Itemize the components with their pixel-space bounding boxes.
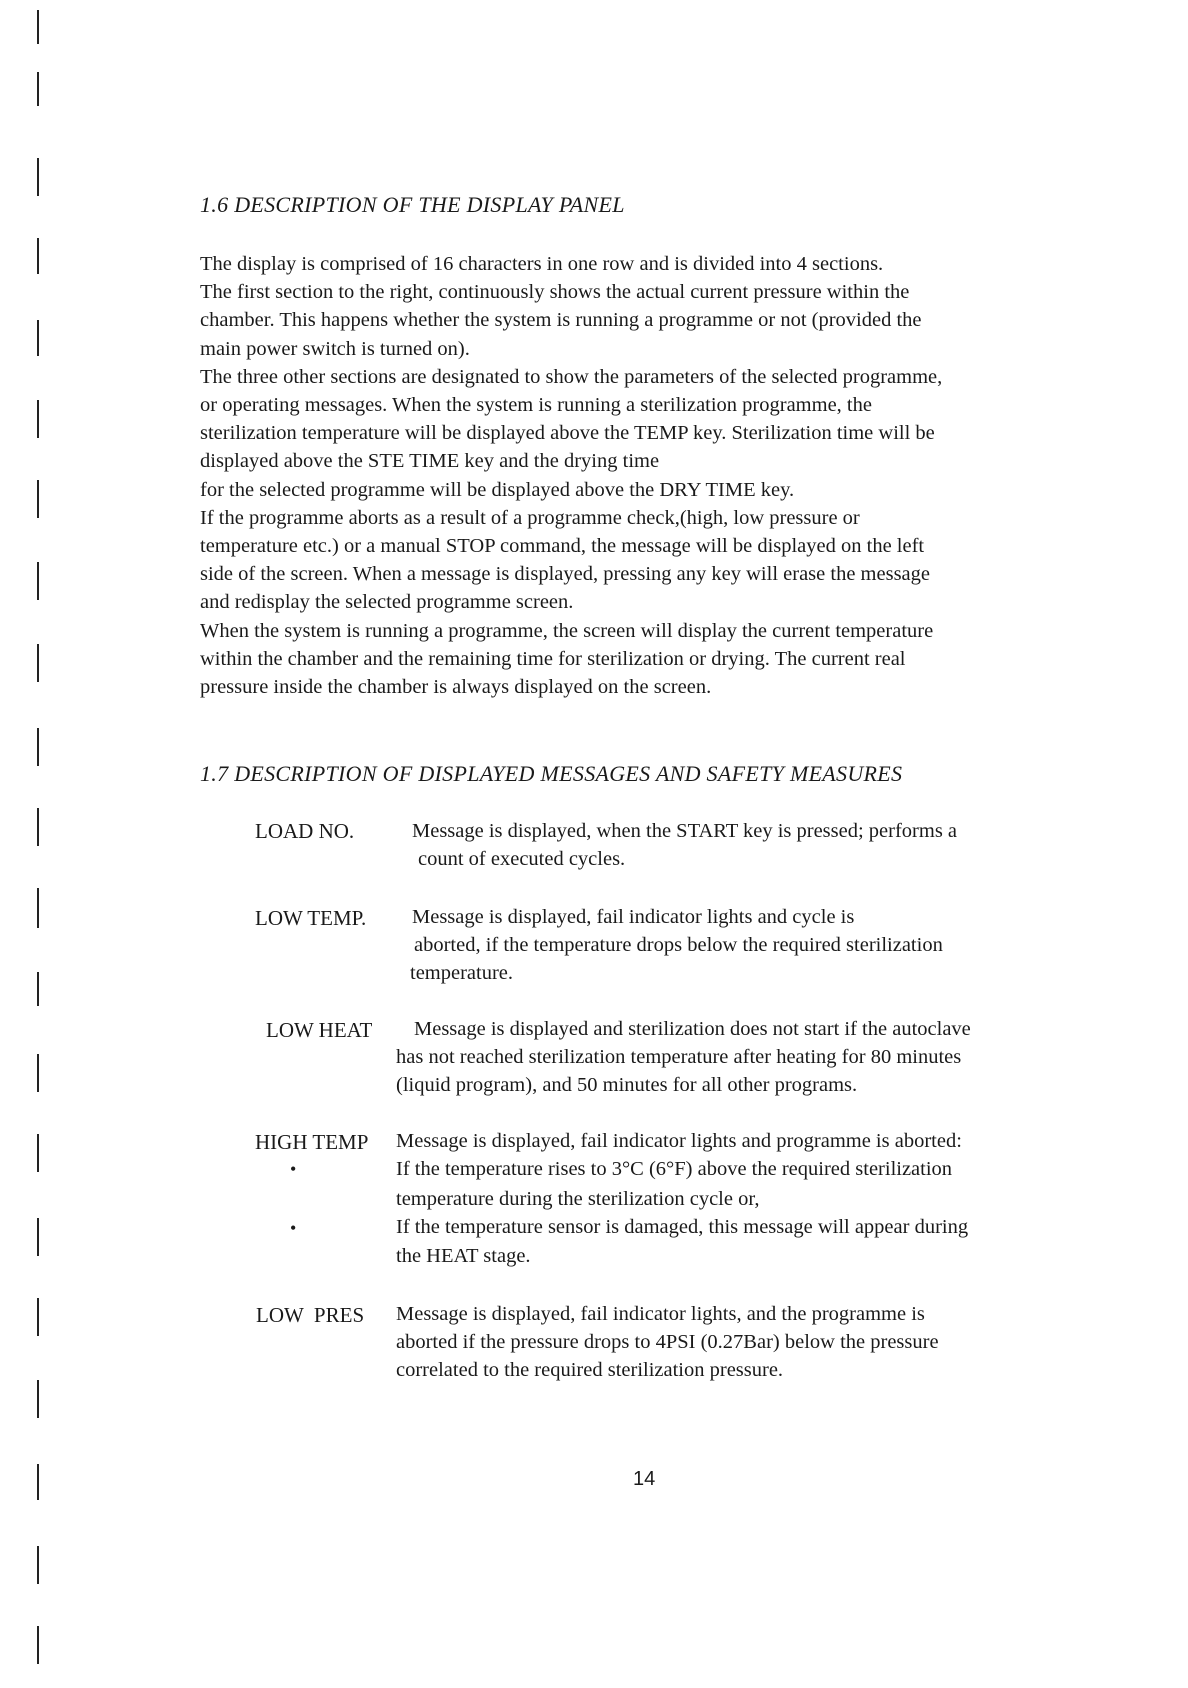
body-line: sterilization temperature will be displayed above the TEMP key. Sterilization time will be — [200, 422, 935, 445]
binding-mark — [37, 480, 39, 518]
section-1-7-heading: 1.7 DESCRIPTION OF DISPLAYED MESSAGES AND SAFETY MEASURES — [200, 761, 903, 786]
binding-mark — [37, 1464, 39, 1500]
message-label-low-temp: LOW TEMP. — [255, 906, 367, 930]
message-label-low-heat: LOW HEAT — [266, 1018, 373, 1042]
binding-mark — [37, 1134, 39, 1172]
message-desc-line: Message is displayed and sterilization does not start if the autoclave — [414, 1018, 971, 1040]
message-label-load-no: LOAD NO. — [255, 819, 355, 843]
binding-mark — [37, 1546, 39, 1584]
binding-mark — [37, 1626, 39, 1664]
body-line: pressure inside the chamber is always displayed on the screen. — [200, 676, 712, 699]
binding-mark — [37, 1218, 39, 1256]
message-desc-line: Message is displayed, fail indicator lights and cycle is — [412, 906, 855, 928]
message-desc-line: count of executed cycles. — [418, 848, 626, 870]
body-line: chamber. This happens whether the system is running a programme or not (provided the — [200, 309, 922, 332]
body-line: side of the screen. When a message is displayed, pressing any key will erase the message — [200, 563, 930, 586]
binding-mark — [37, 72, 39, 106]
message-desc-line: Message is displayed, when the START key is pressed; performs a — [412, 820, 958, 842]
bullet-text-line: temperature during the sterilization cycle or, — [396, 1188, 760, 1210]
bullet-text-line: If the temperature sensor is damaged, this message will appear during — [396, 1216, 969, 1238]
section-1-6-heading: 1.6 DESCRIPTION OF THE DISPLAY PANEL — [200, 192, 625, 217]
bullet-icon: • — [290, 1159, 297, 1179]
binding-mark — [37, 562, 39, 600]
binding-mark — [37, 888, 39, 928]
message-desc-line: temperature. — [410, 962, 514, 984]
body-line: When the system is running a programme, the screen will display the current temperature — [200, 619, 934, 642]
body-line: The three other sections are designated to show the parameters of the selected programme, — [200, 365, 943, 388]
message-label-low-pres: LOW PRES — [256, 1303, 365, 1327]
bullet-text-line: the HEAT stage. — [396, 1245, 531, 1267]
binding-mark — [37, 728, 39, 766]
binding-mark — [37, 10, 39, 44]
binding-mark — [37, 808, 39, 846]
section-1-6-body — [200, 250, 1100, 701]
binding-mark — [37, 320, 39, 356]
message-desc-line: aborted, if the temperature drops below the required sterilization — [414, 934, 943, 956]
message-label-high-temp: HIGH TEMP — [255, 1130, 369, 1154]
binding-mark — [37, 1054, 39, 1092]
message-desc-line: correlated to the required sterilization pressure. — [396, 1359, 784, 1381]
binding-mark — [37, 400, 39, 438]
binding-mark — [37, 1380, 39, 1418]
body-line: within the chamber and the remaining time for sterilization or drying. The current real — [200, 647, 906, 670]
binding-mark — [37, 644, 39, 682]
page-number: 14 — [633, 1468, 656, 1490]
body-line: The display is comprised of 16 characters in one row and is divided into 4 sections. — [200, 253, 884, 275]
body-line: for the selected programme will be displayed above the DRY TIME key. — [200, 478, 795, 501]
body-line: The first section to the right, continuously shows the actual current pressure within the — [200, 281, 910, 304]
message-desc-line: aborted if the pressure drops to 4PSI (0.27Bar) below the pressure — [396, 1331, 939, 1353]
body-line: displayed above the STE TIME key and the drying time — [200, 450, 660, 473]
body-line: temperature etc.) or a manual STOP command, the message will be displayed on the left — [200, 535, 925, 558]
body-line: main power switch is turned on). — [200, 337, 470, 360]
body-line: If the programme aborts as a result of a programme check,(high, low pressure or — [200, 506, 860, 529]
binding-mark — [37, 158, 39, 196]
binding-mark — [37, 1298, 39, 1336]
bullet-icon: • — [290, 1218, 297, 1238]
message-desc-line: Message is displayed, fail indicator lights, and the programme is — [396, 1303, 925, 1325]
bullet-text-line: If the temperature rises to 3°C (6°F) above the required sterilization — [396, 1158, 953, 1180]
body-line: or operating messages. When the system is running a sterilization programme, the — [200, 394, 872, 417]
message-desc-line: (liquid program), and 50 minutes for all other programs. — [396, 1074, 858, 1096]
binding-mark — [37, 972, 39, 1006]
binding-mark — [37, 238, 39, 274]
message-desc-line: Message is displayed, fail indicator lights and programme is aborted: — [396, 1130, 962, 1152]
body-line: and redisplay the selected programme screen. — [200, 591, 574, 614]
message-desc-line: has not reached sterilization temperature after heating for 80 minutes — [396, 1046, 962, 1068]
